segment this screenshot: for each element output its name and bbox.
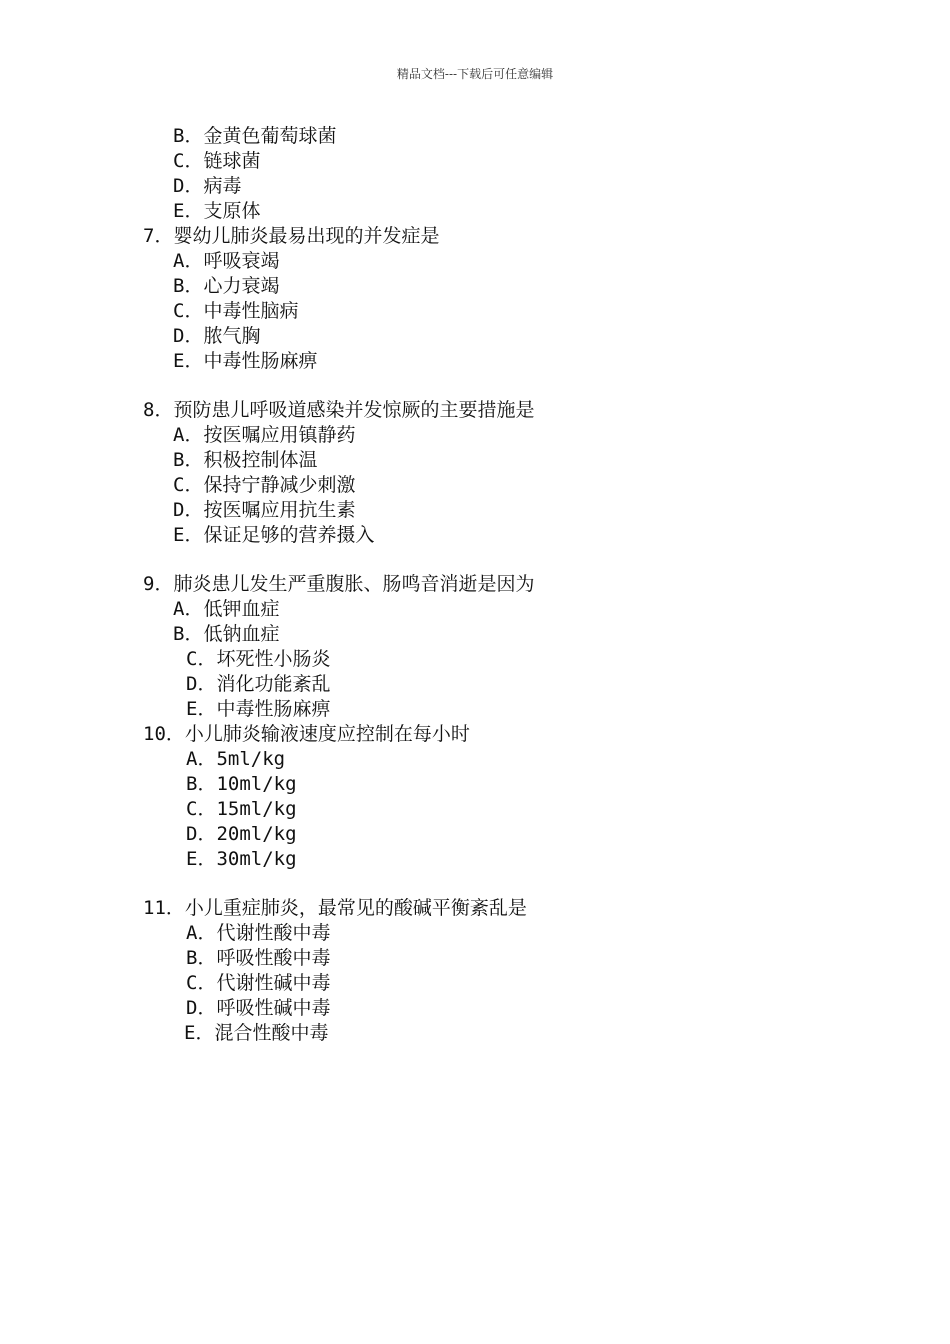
q9-option-a: A．低钾血症 (173, 598, 280, 620)
q11-option-b: B．呼吸性酸中毒 (186, 947, 331, 969)
q7-option-d: D．脓气胸 (173, 325, 261, 347)
q6-option-e: E．支原体 (173, 200, 261, 222)
q7-option-a: A．呼吸衰竭 (173, 250, 280, 272)
q11-option-d: D．呼吸性碱中毒 (186, 997, 331, 1019)
q8-option-e: E．保证足够的营养摄入 (173, 524, 375, 546)
q8-option-a: A．按医嘱应用镇静药 (173, 424, 356, 446)
q11-question: 11．小儿重症肺炎，最常见的酸碱平衡紊乱是 (143, 897, 527, 919)
page-header: 精品文档---下载后可任意编辑 (396, 67, 554, 81)
q8-option-b: B．积极控制体温 (173, 449, 318, 471)
q11-option-a: A．代谢性酸中毒 (186, 922, 331, 944)
q6-option-d: D．病毒 (173, 175, 242, 197)
q10-option-c: C．15ml/kg (186, 798, 297, 820)
q9-question: 9．肺炎患儿发生严重腹胀、肠鸣音消逝是因为 (143, 573, 535, 595)
q9-option-d: D．消化功能紊乱 (186, 673, 331, 695)
q7-question: 7．婴幼儿肺炎最易出现的并发症是 (143, 225, 440, 247)
q7-option-b: B．心力衰竭 (173, 275, 280, 297)
q10-option-d: D．20ml/kg (186, 823, 297, 845)
q10-option-e: E．30ml/kg (186, 848, 297, 870)
q9-option-b: B．低钠血症 (173, 623, 280, 645)
q9-option-c: C．坏死性小肠炎 (186, 648, 331, 670)
q7-option-e: E．中毒性肠麻痹 (173, 350, 318, 372)
q6-option-b: B．金黄色葡萄球菌 (173, 125, 337, 147)
q11-option-c: C．代谢性碱中毒 (186, 972, 331, 994)
q6-option-c: C．链球菌 (173, 150, 261, 172)
q10-option-a: A．5ml/kg (186, 748, 286, 770)
q8-question: 8．预防患儿呼吸道感染并发惊厥的主要措施是 (143, 399, 535, 421)
q10-question: 10．小儿肺炎输液速度应控制在每小时 (143, 723, 470, 745)
q7-option-c: C．中毒性脑病 (173, 300, 299, 322)
q11-option-e: E．混合性酸中毒 (184, 1022, 329, 1044)
q9-option-e: E．中毒性肠麻痹 (186, 698, 331, 720)
q8-option-d: D．按医嘱应用抗生素 (173, 499, 356, 521)
q10-option-b: B．10ml/kg (186, 773, 297, 795)
q8-option-c: C．保持宁静减少刺激 (173, 474, 356, 496)
